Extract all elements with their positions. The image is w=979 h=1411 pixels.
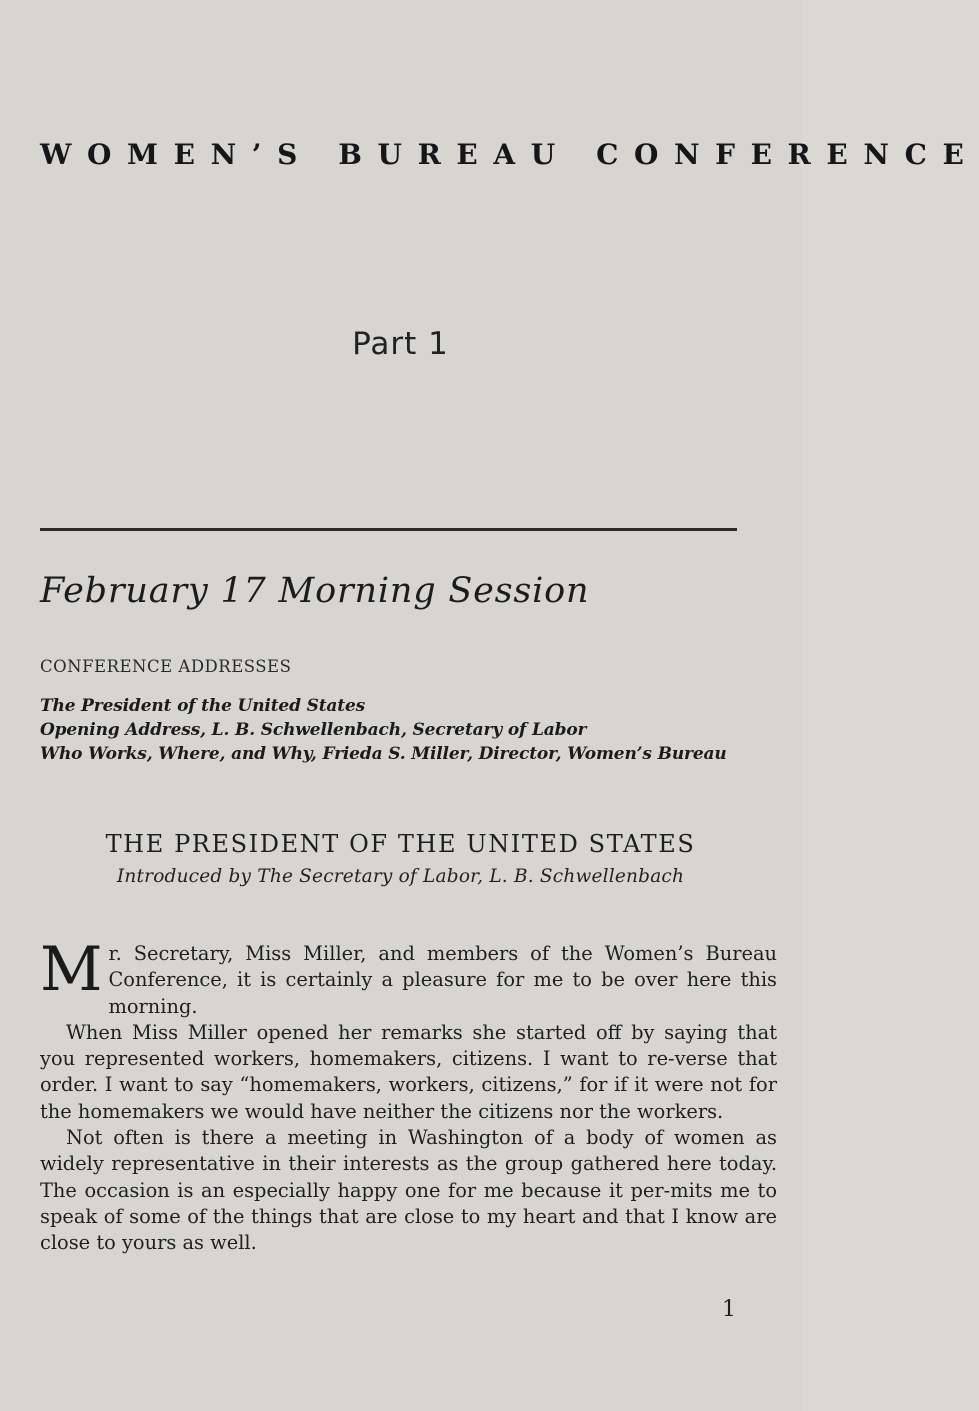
address-list-item: The President of the United States [40,696,366,716]
page-number: 1 [722,1297,736,1322]
address-body [40,934,777,1257]
section-label: CONFERENCE ADDRESSES [40,657,292,676]
paragraph: Not often is there a meeting in Washington of a body of women as widely representative in their interests as the group gathered here today. The occasion is an especially happy one for me because it per-mits me to speak of some of the things that are close to my heart and that I know are close to yours as well. [40,1126,777,1255]
paragraph: When Miss Miller opened her remarks she started off by saying that you represented workers, homemakers, citizens. I want to re-verse that order. I want to say “homemakers, workers, citizens,” for if it were not for the homemakers we would have neither the citizens nor the workers. [40,1020,777,1123]
part-title: Part 1 [352,326,449,362]
address-title: THE PRESIDENT OF THE UNITED STATES [105,830,696,858]
session-title: February 17 Morning Session [40,571,590,611]
address-introduction: Introduced by The Secretary of Labor, L. B. Schwellenbach [116,866,685,887]
paragraph-text: r. Secretary, Miss Miller, and members of the Women’s Bureau Conference, it is certainly a pleasure for me to be over here this morning. [108,942,777,1018]
horizontal-rule [40,528,737,531]
address-list-item: Who Works, Where, and Why, Frieda S. Miller, Director, Women’s Bureau [40,744,727,764]
drop-cap: M [40,934,103,1005]
running-head: WOMEN’S BUREAU CONFERENCE [40,138,979,171]
addresses-list [40,694,780,766]
address-list-item: Opening Address, L. B. Schwellenbach, Secretary of Labor [40,720,587,740]
paragraph [40,934,777,1020]
